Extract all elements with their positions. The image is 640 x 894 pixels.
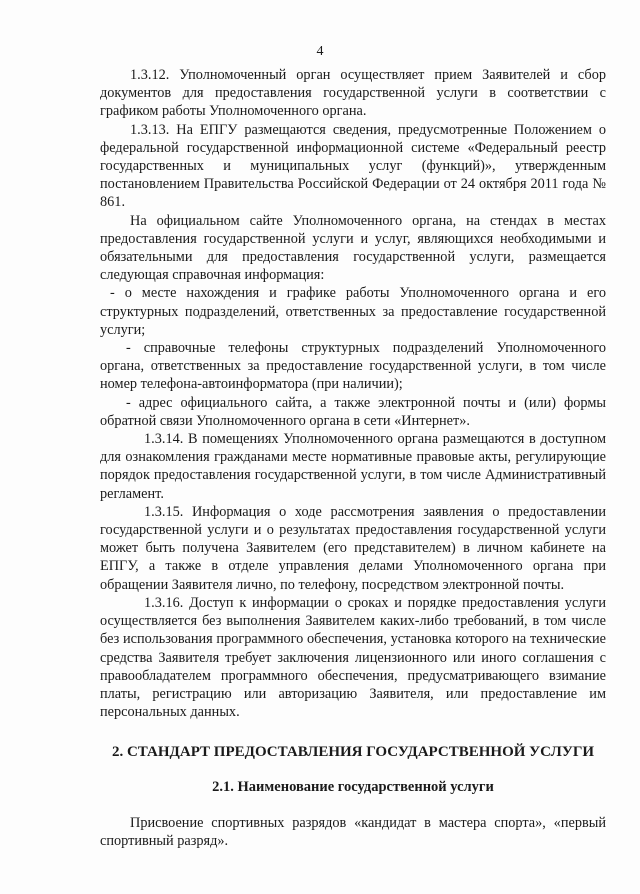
paragraph-1-3-13: 1.3.13. На ЕПГУ размещаются сведения, предусмотренные Положением о федеральной государственной информационной системе «Федеральный реестр государственных и муниципальных услуг (функций)», утвержденным постановлением Правительства Российской Федерации от 24 октября 2011 года № 861.	[100, 121, 606, 211]
paragraph-1-3-15: 1.3.15. Информация о ходе рассмотрения заявления о предоставлении государственной услуги и о результатах предоставления государственной услуги может быть получена Заявителем (его представителем) в личном кабинете на ЕПГУ, а также в отделе управления делами Уполномоченного органа при обращении Заявителя лично, по телефону, посредством электронной почты.	[100, 503, 606, 593]
page-number: 4	[316, 44, 324, 59]
section-heading: 2. СТАНДАРТ ПРЕДОСТАВЛЕНИЯ ГОСУДАРСТВЕННОЙ УСЛУГИ	[111, 744, 595, 761]
list-item-location: - о месте нахождения и графике работы Уполномоченного органа и его структурных подразделений, ответственных за предоставление государственной услуги;	[100, 285, 606, 338]
page-body	[100, 66, 606, 850]
paragraph-1-3-16: 1.3.16. Доступ к информации о сроках и порядке предоставления услуги осуществляется без выполнения Заявителем каких-либо требований, в том числе без использования программного обеспечения, установка которого на технические средства Заявителя требует заключения лицензионного или иного соглашения с правообладателем программного обеспечения, предусматривающего взимание платы, регистрацию или авторизацию Заявителя, или предоставление им персональных данных.	[100, 594, 606, 721]
list-item-phones: - справочные телефоны структурных подразделений Уполномоченного органа, ответственных за предоставление государственной услуги, в том числе номер телефона-автоинформатора (при наличии);	[100, 340, 606, 393]
subsection-heading: 2.1. Наименование государственной услуги	[212, 778, 494, 795]
paragraph-official-site: На официальном сайте Уполномоченного органа, на стендах в местах предоставления государственной услуги и услуг, являющихся необходимыми и обязательными для предоставления государственной услуги, размещается следующая справочная информация:	[100, 212, 606, 284]
paragraph-1-3-12: 1.3.12. Уполномоченный орган осуществляет прием Заявителей и сбор документов для предоставления государственной услуги в соответствии с графиком работы Уполномоченного органа.	[100, 67, 606, 120]
list-item-website: - адрес официального сайта, а также электронной почты и (или) формы обратной связи Уполномоченного органа в сети «Интернет».	[100, 394, 606, 429]
paragraph-1-3-14: 1.3.14. В помещениях Уполномоченного органа размещаются в доступном для ознакомления гражданами месте нормативные правовые акты, регулирующие порядок предоставления государственной услуги, в том числе Административный регламент.	[100, 431, 606, 502]
service-name-paragraph: Присвоение спортивных разрядов «кандидат в мастера спорта», «первый спортивный разряд».	[100, 814, 606, 849]
